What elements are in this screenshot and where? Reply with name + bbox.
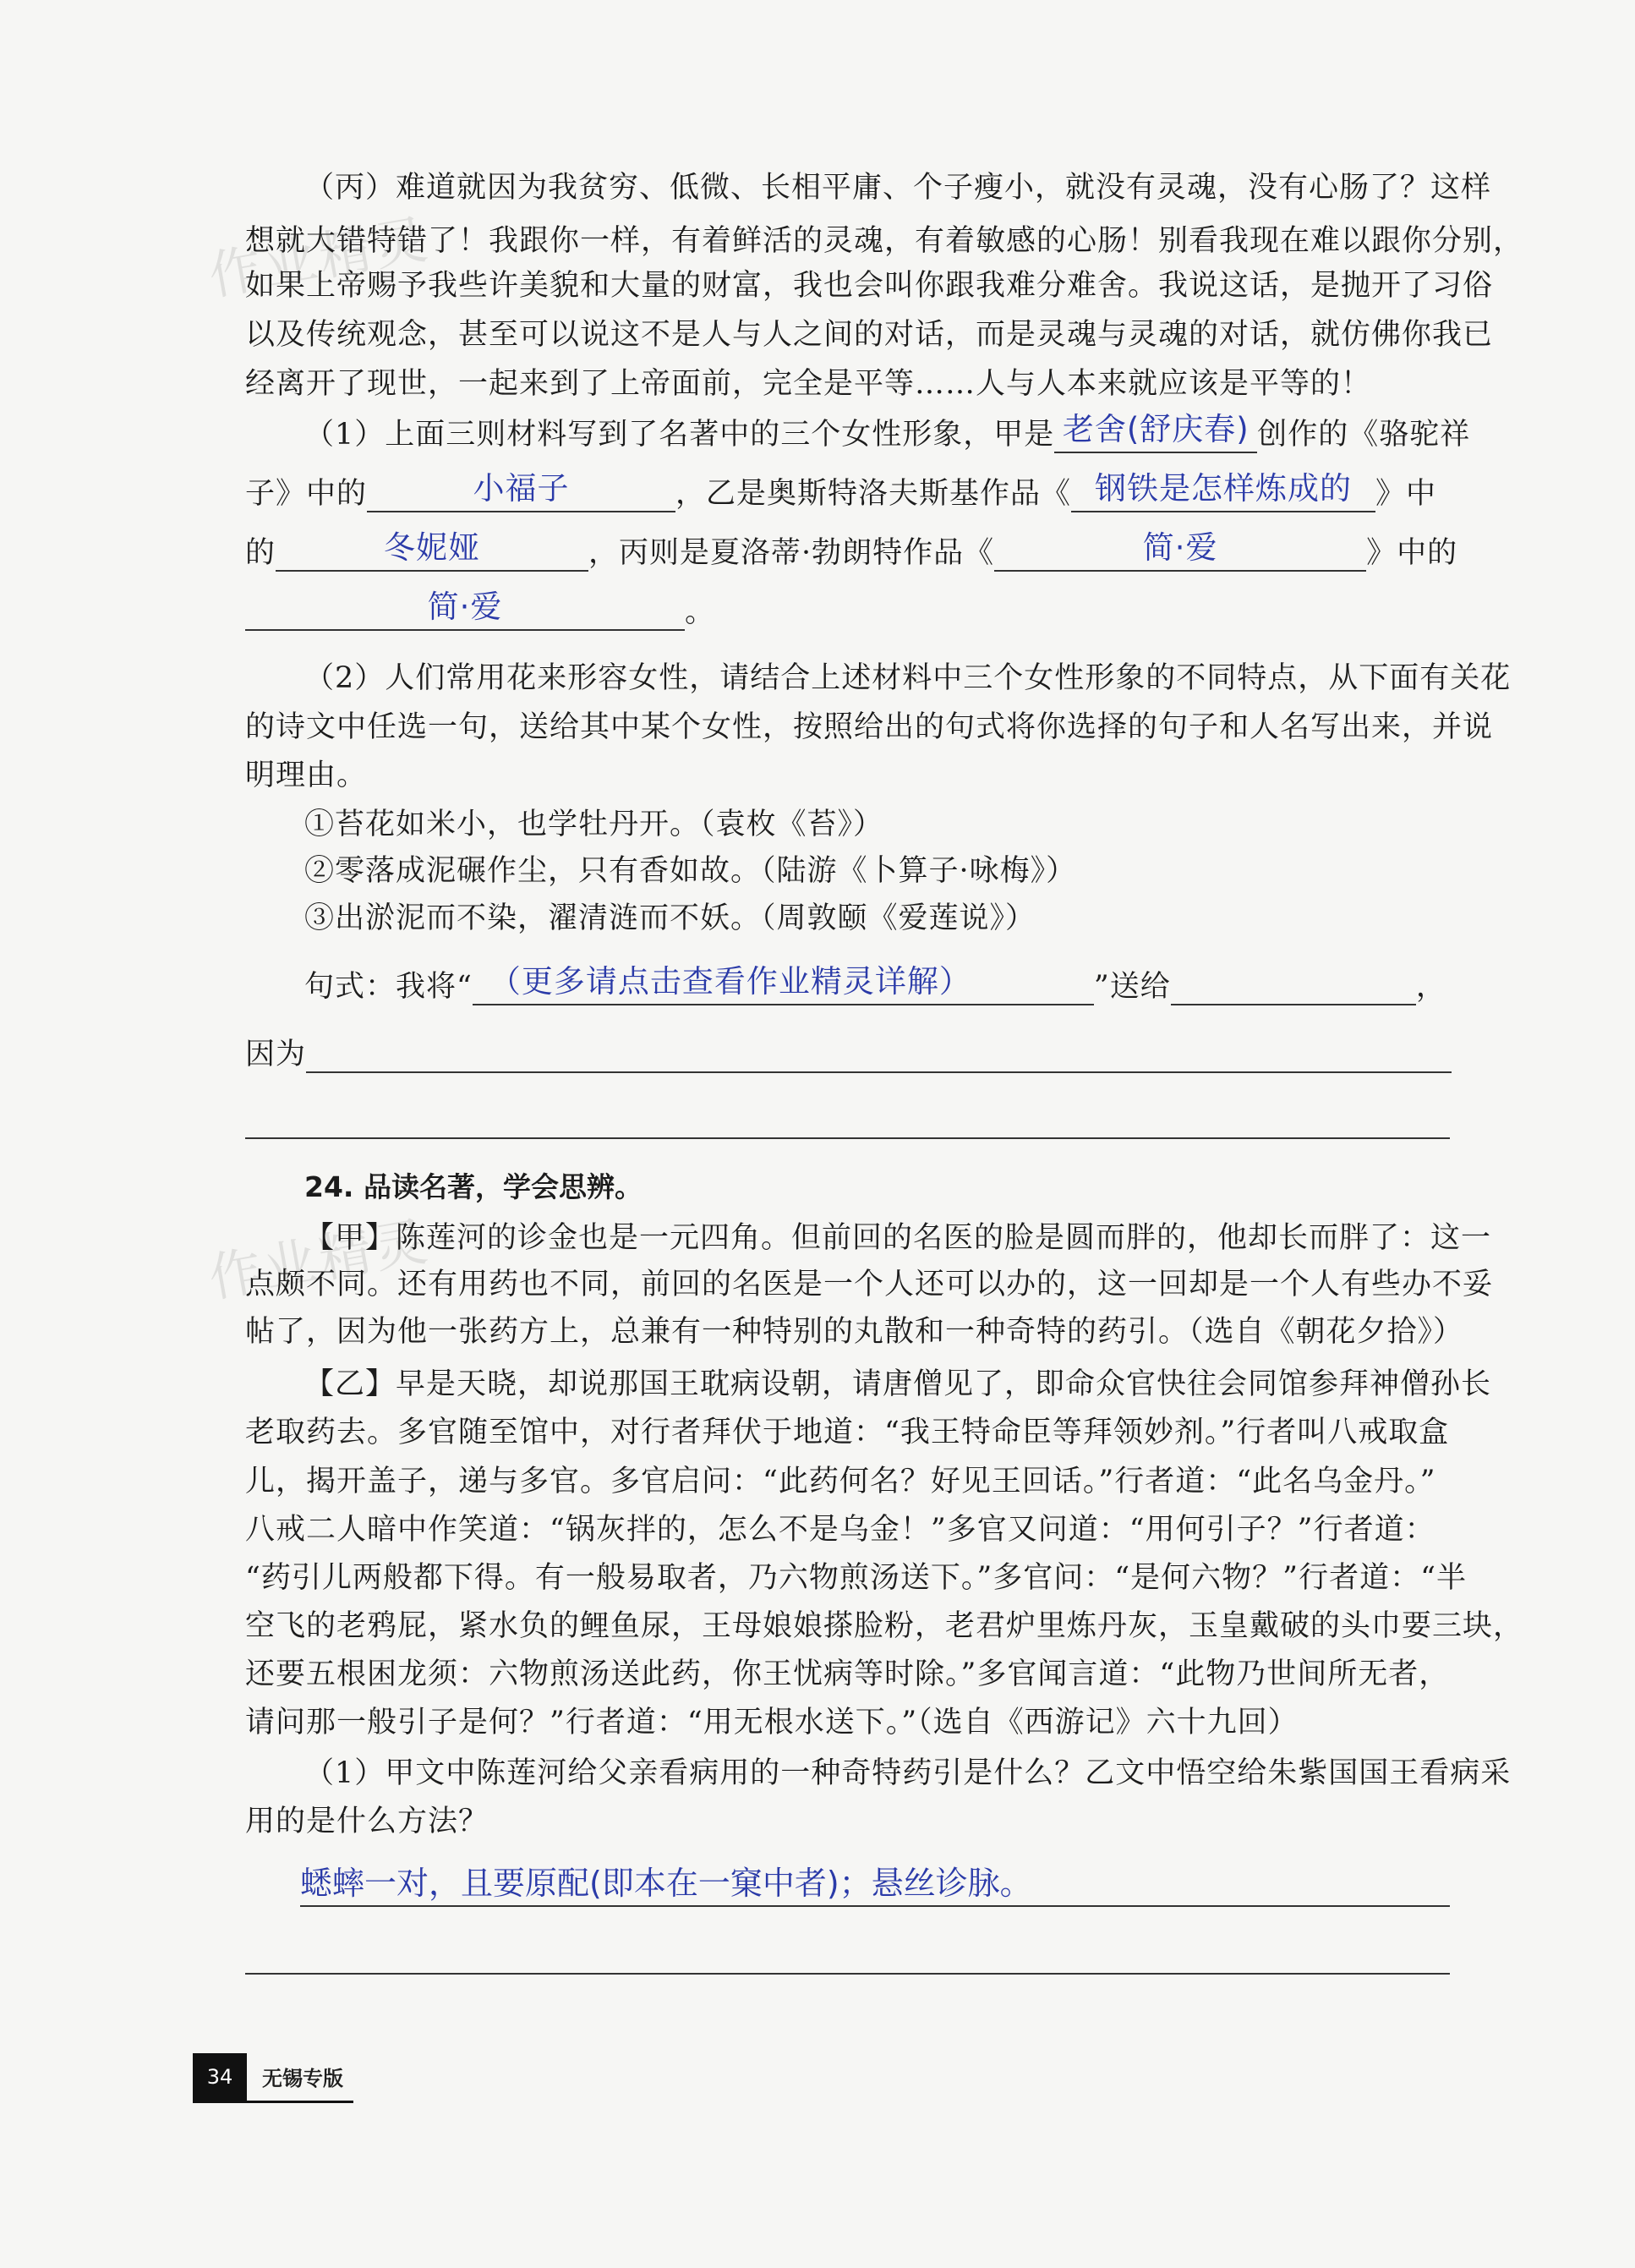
passage-yi-line: 老取药去。多官随至馆中，对行者拜伏于地道：“我王特命臣等拜领妙剂。”行者叫八戒取盒	[245, 1416, 1450, 1449]
blank-bing-book[interactable]	[994, 529, 1366, 572]
passage-yi-line: 【乙】早是天晓，却说那国王耽病设朝，请唐僧见了，即命众官快往会同馆参拜神僧孙长	[304, 1367, 1492, 1401]
blank-jia-character[interactable]	[367, 470, 675, 512]
watermark: 作业精灵	[204, 207, 435, 308]
passage-yi-line: 儿，揭开盖子，递与多官。多官启问：“此药何名？好见王回话。”行者道：“此名乌金丹。”	[245, 1465, 1436, 1498]
passage-yi-line: “药引儿两般都下得。有一般易取者，乃六物煎汤送下。”多官问：“是何六物？”行者道：“半	[245, 1561, 1467, 1595]
question-24-title: 24. 品读名著，学会思辨。	[304, 1170, 643, 1203]
blank-yi-book[interactable]	[1071, 470, 1375, 512]
passage-line: 以及传统观念，甚至可以说这不是人与人之间的对话，而是灵魂与灵魂的对话，就仿佛你我已	[245, 318, 1494, 352]
edition-label: 无锡专版	[262, 2067, 343, 2090]
passage-jia-line: 【甲】陈莲河的诊金也是一元四角。但前回的名医的脸是圆而胖的，他却长而胖了：这一	[304, 1221, 1492, 1255]
blank-bing-character[interactable]	[245, 589, 685, 631]
reason-line: 因为	[245, 1036, 1452, 1073]
answer-rule	[245, 1137, 1450, 1139]
question-24-1-line: 用的是什么方法？	[245, 1805, 489, 1838]
passage-line: 经离开了现世，一起来到了上帝面前，完全是平等……人与人本来就应该是平等的！	[245, 367, 1372, 401]
question-1-line: 的 冬妮娅 ，丙则是夏洛蒂·勃朗特作品《 简·爱 》中的	[245, 529, 1458, 570]
passage-yi-line: 空飞的老鸦屁，紧水负的鲤鱼尿，王母娘娘搽脸粉，老君炉里炼丹灰，玉皇戴破的头巾要三块，	[245, 1609, 1524, 1643]
answer-yi-book: 钢铁是怎样炼成的	[1095, 470, 1353, 507]
footer-rule	[193, 2101, 353, 2103]
blank-author[interactable]	[1054, 411, 1257, 453]
passage-jia-line: 点颇不同。还有用药也不同，前回的名医是一个人还可以办的，这一回却是一个人有些办不妥	[245, 1268, 1494, 1301]
passage-line: 想就大错特错了！我跟你一样，有着鲜活的灵魂，有着敏感的心肠！别看我现在难以跟你分别，	[245, 224, 1524, 258]
question-2-line: 明理由。	[245, 759, 368, 792]
answer-yi-character: 冬妮娅	[384, 529, 481, 566]
poem-option: ②零落成泥碾作尘，只有香如故。（陆游《卜算子·咏梅》）	[304, 854, 1077, 888]
passage-jia-line: 帖了，因为他一张药方上，总兼有一种特别的丸散和一种奇特的药引。（选自《朝花夕拾》）	[245, 1315, 1464, 1349]
answer-jia-character: 小福子	[473, 470, 570, 507]
answer-bing-character: 简·爱	[427, 589, 503, 625]
question-24-1-line: （1）甲文中陈莲河给父亲看病用的一种奇特药引是什么？乙文中悟空给朱紫国国王看病采	[304, 1756, 1512, 1790]
page-number: 34	[193, 2053, 247, 2101]
question-2-line: 的诗文中任选一句，送给其中某个女性，按照给出的句式将你选择的句子和人名写出来，并说	[245, 710, 1494, 744]
question-1-line: 简·爱 。	[245, 594, 715, 631]
answer-chosen-sentence: （更多请点击查看作业精灵详解）	[489, 963, 971, 1000]
passage-yi-line: 请问那一般引子是何？”行者道：“用无根水送下。”（选自《西游记》六十九回）	[245, 1706, 1299, 1739]
blank-yi-character[interactable]	[276, 529, 588, 572]
answer-bing-book: 简·爱	[1142, 529, 1218, 566]
poem-option: ①苔花如米小，也学牡丹开。（袁枚《苔》）	[304, 808, 884, 841]
sentence-pattern-line: 句式：我将“ （更多请点击查看作业精灵详解） ”送给 ，	[304, 963, 1446, 1004]
passage-line: 如果上帝赐予我些许美貌和大量的财富，我也会叫你跟我难分难舍。我说这话，是抛开了习俗	[245, 269, 1494, 303]
watermark: 作业精灵	[204, 1209, 435, 1310]
passage-line: （丙）难道就因为我贫穷、低微、长相平庸、个子瘦小，就没有灵魂，没有心肠了？这样	[304, 171, 1492, 205]
question-1-line: 子》中的 小福子 ，乙是奥斯特洛夫斯基作品《 钢铁是怎样炼成的 》中	[245, 470, 1437, 511]
passage-yi-line: 还要五根困龙须：六物煎汤送此药，你王忧病等时除。”多官闻言道：“此物乃世间所无者，	[245, 1657, 1450, 1691]
answer-author: 老舍(舒庆春)	[1062, 411, 1249, 447]
passage-yi-line: 八戒二人暗中作笑道：“锅灰拌的，怎么不是乌金！”多官又问道：“用何引子？”行者道：	[245, 1513, 1435, 1547]
answer-rule[interactable]	[300, 1905, 1450, 1907]
blank-recipient[interactable]	[1171, 970, 1416, 1005]
answer-24-1: 蟋蟀一对，且要原配(即本在一窠中者)；悬丝诊脉。	[300, 1865, 1032, 1902]
blank-reason[interactable]	[306, 1038, 1452, 1073]
answer-rule[interactable]	[245, 1973, 1450, 1975]
poem-option: ③出淤泥而不染，濯清涟而不妖。（周敦颐《爱莲说》）	[304, 901, 1036, 935]
question-1-line: （1）上面三则材料写到了名著中的三个女性形象，甲是 老舍(舒庆春) 创作的《骆驼祥	[304, 411, 1471, 452]
question-2-line: （2）人们常用花来形容女性，请结合上述材料中三个女性形象的不同特点，从下面有关花	[304, 661, 1512, 695]
